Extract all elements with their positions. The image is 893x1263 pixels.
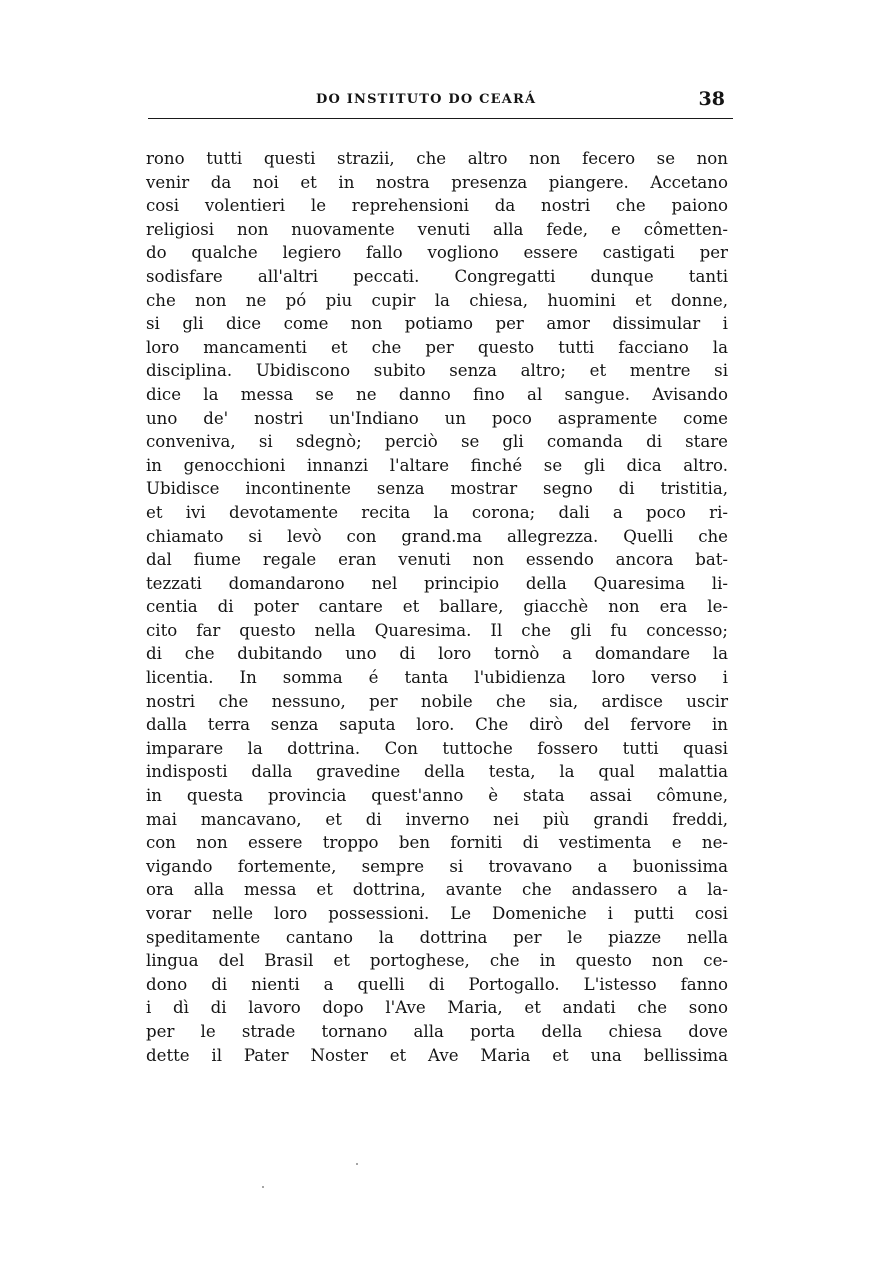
text-line: sodisfare all'altri peccati. Congregatti dunque tanti (146, 266, 728, 286)
text-line: cito far questo nella Quaresima. Il che gli fu concesso; (146, 620, 728, 640)
text-line: con non essere troppo ben forniti di vestimenta e ne- (146, 833, 728, 853)
text-line: vorar nelle loro possessioni. Le Domeniche i putti cosi (146, 904, 728, 923)
text-line: rono tutti questi strazii, che altro non fecero se non (146, 149, 728, 168)
text-line: speditamente cantano la dottrina per le piazze nella (146, 927, 728, 947)
running-head: DO INSTITUTO DO CEARÁ (316, 92, 537, 107)
text-line: lingua del Brasil et portoghese, che in questo non ce- (146, 951, 728, 971)
text-line: Ubidisce incontinente senza mostrar segno di tristitia, (146, 479, 728, 499)
page-header (148, 88, 733, 114)
text-line: dono di nienti a quelli di Portogallo. L'istesso fanno (146, 974, 728, 994)
text-line: per le strade tornano alla porta della chiesa dove (146, 1021, 728, 1041)
text-line: disciplina. Ubidiscono subito senza altro; et mentre si (146, 361, 728, 381)
scan-speck (356, 1163, 358, 1165)
text-line: cosi volentieri le reprehensioni da nostri che paiono (146, 196, 728, 216)
text-line: et ivi devotamente recita la corona; dali a poco ri- (146, 502, 728, 522)
text-line: indisposti dalla gravedine della testa, la qual malattia (146, 762, 728, 782)
text-line: do qualche legiero fallo vogliono essere castigati per (146, 243, 728, 263)
text-line: chiamato si levò con grand.ma allegrezza. Quelli che (146, 526, 728, 546)
text-line: imparare la dottrina. Con tuttoche fossero tutti quasi (146, 738, 728, 758)
text-line: dalla terra senza saputa loro. Che dirò del fervore in (146, 715, 728, 735)
text-line: licentia. In somma é tanta l'ubidienza loro verso i (146, 668, 728, 688)
text-line: si gli dice come non potiamo per amor dissimular i (146, 314, 728, 334)
text-line: di che dubitando uno di loro tornò a domandare la (146, 644, 728, 664)
text-line: in questa provincia quest'anno è stata assai cômune, (146, 786, 728, 806)
page-number: 38 (698, 88, 725, 110)
text-line: dal fiume regale eran venuti non essendo ancora bat- (146, 550, 728, 570)
text-line: che non ne pó piu cupir la chiesa, huomini et donne, (146, 290, 728, 310)
text-line: venir da noi et in nostra presenza piangere. Accetano (146, 172, 728, 192)
text-line: tezzati domandarono nel principio della Quaresima li- (146, 573, 728, 593)
text-line: religiosi non nuovamente venuti alla fede, e cômetten- (146, 219, 728, 239)
scan-speck (262, 1186, 264, 1188)
text-line: conveniva, si sdegnò; perciò se gli comanda di stare (146, 432, 728, 452)
header-rule (148, 118, 733, 119)
text-line: dette il Pater Noster et Ave Maria et una bellissima (146, 1045, 728, 1065)
text-line: dice la messa se ne danno fino al sangue. Avisando (146, 384, 728, 404)
text-line: mai mancavano, et di inverno nei più grandi freddi, (146, 809, 728, 829)
text-line: centia di poter cantare et ballare, giacchè non era le- (146, 597, 728, 617)
text-line: ora alla messa et dottrina, avante che andassero a la- (146, 880, 728, 900)
text-line: loro mancamenti et che per questo tutti facciano la (146, 337, 728, 357)
text-line: nostri che nessuno, per nobile che sia, ardisce uscir (146, 691, 728, 711)
text-line: in genocchioni innanzi l'altare finché se gli dica altro. (146, 455, 728, 475)
text-line: uno de' nostri un'Indiano un poco aspramente come (146, 408, 728, 428)
text-line: i dì di lavoro dopo l'Ave Maria, et andati che sono (146, 998, 728, 1018)
body-text (146, 147, 728, 1067)
text-line: vigando fortemente, sempre si trovavano a buonissima (146, 856, 728, 876)
